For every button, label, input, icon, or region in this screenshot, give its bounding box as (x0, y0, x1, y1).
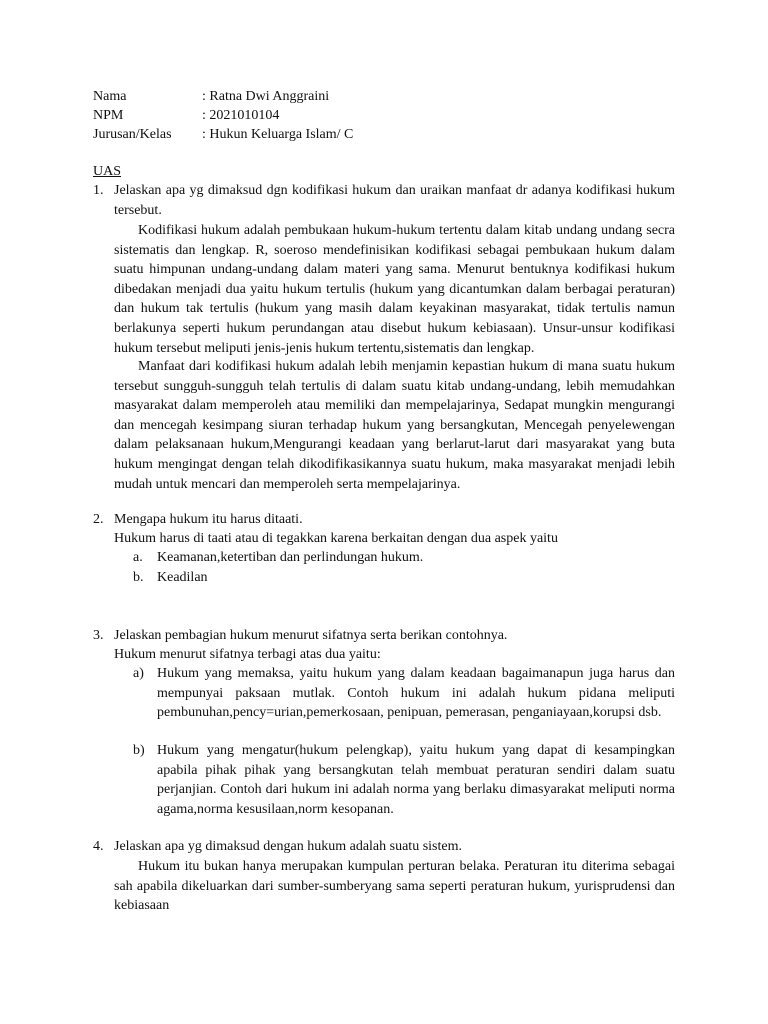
q3-question: Jelaskan pembagian hukum menurut sifatnya serta berikan contohnya. (114, 628, 508, 643)
q2-question: Mengapa hukum itu harus ditaati. (114, 512, 303, 527)
q3-item-b-mark: b) (133, 743, 145, 758)
uas-title: UAS (93, 164, 122, 179)
q4-question: Jelaskan apa yg dimaksud dengan hukum adalah suatu sistem. (114, 839, 462, 854)
q2-item-b-text: Keadilan (157, 570, 208, 585)
q3-item-a-text: Hukum yang memaksa, yaitu hukum yang dalam keadaan bagaimanapun juga harus dan mempunyai paksaan mutlak. Contoh hukum ini adalah hukum pidana meliputi pembunuhan,pency=urian,pemerkosaan, penipuan, pemerasan, penganiayaan,korupsi dsb. (157, 666, 675, 721)
q2-item-a-mark: a. (133, 550, 143, 565)
npm-value: : 2021010104 (202, 108, 280, 123)
header-npm-row (93, 106, 493, 126)
npm-label: NPM (93, 108, 124, 123)
nama-label: Nama (93, 89, 127, 104)
q2-answer: Hukum harus di taati atau di tegakkan karena berkaitan dengan dua aspek yaitu (114, 531, 558, 546)
q3-answer: Hukum menurut sifatnya terbagi atas dua yaitu: (114, 647, 381, 662)
nama-value: : Ratna Dwi Anggraini (202, 89, 330, 104)
header-nama-row (93, 87, 493, 107)
q3-number: 3. (93, 628, 104, 643)
q3-item-a-mark: a) (133, 666, 144, 681)
q1-answer-paragraph-2: Manfaat dari kodifikasi hukum adalah lebih menjamin kepastian hukum di mana suatu hukum tersebut sungguh-sungguh telah tertulis di dalam suatu kitab undang-undang, lebih memudahkan masyarakat dalam memperoleh atau memiliki dan mempelajarinya, Sedapat mungkin mengurangi dan mencegah kesimpang siuran terhadap hukum yang bersangkutan, Mencegah penyelewengan dalam pelaksanaan hukum,Mengurangi keadaan yang berlarut-larut dari masyarakat yang buta hukum mengingat dengan telah dikodifikasikannya suatu hukum, maka masyarakat menjadi lebih mudah untuk mencari dan memperoleh serta mempelajarinya. (114, 359, 675, 492)
q1-number: 1. (93, 183, 104, 198)
q1-answer-paragraph-1: Kodifikasi hukum adalah pembukaan hukum-hukum tertentu dalam kitab undang undang secra sistematis dan lengkap. R, soeroso mendefinisikan kodifikasi sebagai pembukaan hukum dalam suatu himpunan undang-undang dalam materi yang sama. Menurut bentuknya kodifikasi hukum dibedakan menjadi dua yaitu hukum tertulis (hukum yang dicantumkan dalam berbagai peraturan) dan hukum tak tertulis (hukum yang masih dalam keyakinan masyarakat, tidak tertulis namun berlakunya seperti hukum perundangan atau disebut hukum kebiasaan). Unsur-unsur kodifikasi hukum tersebut meliputi jenis-jenis hukum tertentu,sistematis dan lengkap. (114, 223, 675, 356)
q3-item-b-text: Hukum yang mengatur(hukum pelengkap), yaitu hukum yang dapat di kesampingkan apabila pihak pihak yang bersangkutan telah membuat peraturan sendiri dalam suatu perjanjian. Contoh dari hukum ini adalah norma yang berlaku dimasyarakat meliputi norma agama,norma kesusilaan,norm kesopanan. (157, 743, 675, 817)
q2-number: 2. (93, 512, 104, 527)
jurusan-value: : Hukun Keluarga Islam/ C (202, 127, 354, 142)
q1-question: Jelaskan apa yg dimaksud dgn kodifikasi hukum dan uraikan manfaat dr adanya kodifikasi hukum tersebut. (114, 183, 675, 218)
jurusan-label: Jurusan/Kelas (93, 127, 172, 142)
q2-item-a-text: Keamanan,ketertiban dan perlindungan hukum. (157, 550, 424, 565)
q4-answer: Hukum itu bukan hanya merupakan kumpulan perturan belaka. Peraturan itu diterima sebagai sah apabila dikeluarkan dari sumber-sumberyang sama seperti peraturan hukum, yurisprudensi dan kebiasaan (114, 859, 675, 914)
header-jurusan-row (93, 125, 493, 145)
q2-item-b-mark: b. (133, 570, 144, 585)
q4-number: 4. (93, 839, 104, 854)
